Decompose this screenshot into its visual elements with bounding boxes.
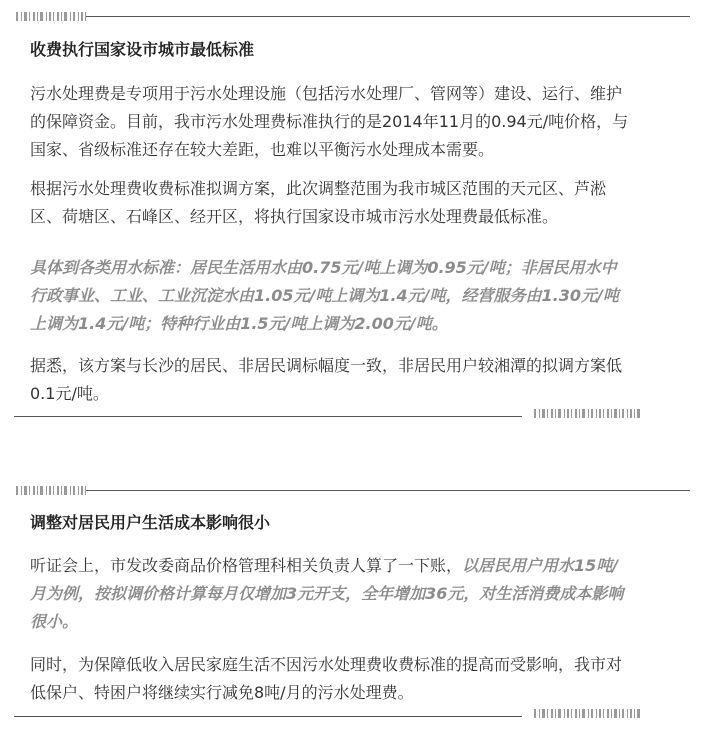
top-rule-section1 [86, 16, 690, 17]
section1-paragraph-4 [30, 352, 690, 408]
text-line: 据悉，该方案与长沙的居民、非居民调标幅度一致，非居民用户较湘潭的拟调方案低 [30, 356, 623, 375]
text-highlight: 以居民用户用水15吨/ [462, 556, 619, 575]
bottom-barcode-decoration [534, 409, 640, 418]
section2-title: 调整对居民用户生活成本影响很小 [30, 513, 271, 532]
top-rule-section2 [86, 490, 690, 491]
text-highlight: 月为例，按拟调价格计算每月仅增加3元开支，全年增加36元，对生活消费成本影响 [30, 584, 624, 603]
text-highlight: 很小。 [30, 612, 79, 631]
text-line [30, 552, 690, 580]
text-plain: 听证会上，市发改委商品价格管理科相关负责人算了一下账， [30, 556, 463, 575]
text-line: 区、荷塘区、石峰区、经开区，将执行国家设市城市污水处理费最低标准。 [30, 207, 559, 226]
top-barcode-decoration [16, 486, 86, 495]
text-line: 国家、省级标准还存在较大差距，也难以平衡污水处理成本需要。 [30, 140, 495, 159]
bottom-rule-section1 [14, 416, 522, 417]
text-line: 0.1元/吨。 [30, 384, 109, 403]
section2-paragraph-2 [30, 651, 690, 707]
text-line: 同时，为保障低收入居民家庭生活不因污水处理费收费标准的提高而受影响，我市对 [30, 655, 623, 674]
section1-title: 收费执行国家设市城市最低标准 [30, 40, 255, 59]
text-line: 具体到各类用水标准：居民生活用水由0.75元/吨上调为0.95元/吨；非居民用水中 [30, 258, 617, 277]
section1-paragraph-2 [30, 175, 690, 231]
text-line: 根据污水处理费收费标准拟调方案，此次调整范围为我市城区范围的天元区、芦淞 [30, 179, 607, 198]
section2-paragraph-1 [30, 552, 690, 636]
text-line: 行政事业、工业、工业沉淀水由1.05元/吨上调为1.4元/吨，经营服务由1.30元/吨 [30, 286, 619, 305]
text-line: 的保障资金。目前，我市污水处理费标准执行的是2014年11月的0.94元/吨价格，与 [30, 112, 629, 131]
bottom-rule-section2 [14, 716, 522, 717]
text-line: 污水处理费是专项用于污水处理设施（包括污水处理厂、管网等）建设、运行、维护 [30, 84, 623, 103]
text-line: 低保户、特困户将继续实行减免8吨/月的污水处理费。 [30, 683, 414, 702]
section1-paragraph-3-highlight [30, 254, 690, 338]
bottom-barcode-decoration [534, 709, 640, 718]
section1-paragraph-1 [30, 80, 690, 164]
text-line: 上调为1.4元/吨；特种行业由1.5元/吨上调为2.00元/吨。 [30, 314, 448, 333]
top-barcode-decoration [16, 12, 86, 21]
